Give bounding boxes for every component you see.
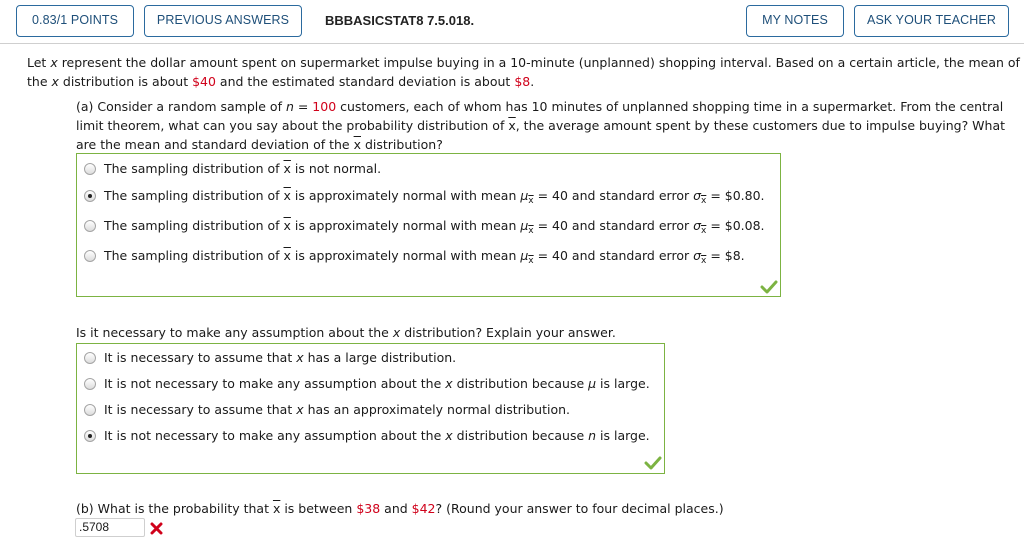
radio-button[interactable] xyxy=(84,220,96,232)
option-label: It is not necessary to make any assumption about the x distribution because μ is large. xyxy=(104,376,650,391)
problem-id: BBBASICSTAT8 7.5.018. xyxy=(325,13,475,28)
problem-header xyxy=(0,0,1024,44)
option-label: It is necessary to assume that x has an approximately normal distribution. xyxy=(104,402,571,417)
correct-check-icon xyxy=(760,280,778,294)
mean-value: $40 xyxy=(192,74,216,89)
lower-bound: $38 xyxy=(356,501,381,516)
previous-answers-button[interactable]: PREVIOUS ANSWERS xyxy=(144,5,302,37)
ask-teacher-button[interactable]: ASK YOUR TEACHER xyxy=(854,5,1009,37)
correct-check-icon xyxy=(644,456,662,470)
radio-button-selected[interactable] xyxy=(84,190,96,202)
radio-button[interactable] xyxy=(84,352,96,364)
option-label: It is not necessary to make any assumption about the x distribution because n is large. xyxy=(104,428,650,443)
points-button[interactable]: 0.83/1 POINTS xyxy=(16,5,134,37)
intro-line-2: the x distribution is about $40 and the estimated standard deviation is about $8. xyxy=(27,74,535,89)
radio-button[interactable] xyxy=(84,250,96,262)
option-label: The sampling distribution of $\overline{x}$ is approximately normal with mean $\mu_{\overline{x}} = 40$ and standard error $\sigma_{\overline{x}}$ = $0.08. xyxy=(104,218,765,236)
upper-bound: $42 xyxy=(411,501,436,516)
option-label: It is necessary to assume that x has a large distribution. xyxy=(104,350,457,365)
part-b-question: (b) What is the probability that $\overline{x}$ is between $38 and $42? (Round your answer to four decimal places.) xyxy=(76,501,724,516)
option-label: The sampling distribution of $\overline{x}$ is not normal. xyxy=(104,161,382,176)
sd-value: $8 xyxy=(514,74,531,89)
assumption-question: Is it necessary to make any assumption about the x distribution? Explain your answer. xyxy=(76,325,616,340)
radio-button[interactable] xyxy=(84,404,96,416)
incorrect-x-icon xyxy=(150,522,163,535)
intro-line-1: Let x represent the dollar amount spent on supermarket impulse buying in a 10-minute (unplanned) shopping interval. Based on a certain article, the mean of xyxy=(27,55,1020,70)
radio-button-selected[interactable] xyxy=(84,430,96,442)
part-a-line-1: (a) Consider a random sample of n = 100 customers, each of whom has 10 minutes of unplanned shopping time in a supermarket. From the central xyxy=(76,99,1004,114)
part-a-line-3: are the mean and standard deviation of the $\overline{x}$ distribution? xyxy=(76,137,443,152)
option-label: The sampling distribution of $\overline{x}$ is approximately normal with mean $\mu_{\overline{x}} = 40$ and standard error $\sigma_{\overline{x}}$ = $0.80. xyxy=(104,188,765,206)
part-a-line-2: limit theorem, what can you say about the probability distribution of $\overline{x}$, the average amount spent by these customers due to impulse buying? What xyxy=(76,118,1006,133)
my-notes-button[interactable]: MY NOTES xyxy=(746,5,844,37)
radio-button[interactable] xyxy=(84,378,96,390)
probability-answer-input[interactable]: .5708 xyxy=(75,518,145,537)
sample-size: 100 xyxy=(312,99,337,114)
option-label: The sampling distribution of $\overline{x}$ is approximately normal with mean $\mu_{\overline{x}} = 40$ and standard error $\sigma_{\overline{x}}$ = $8. xyxy=(104,248,745,266)
radio-button[interactable] xyxy=(84,163,96,175)
